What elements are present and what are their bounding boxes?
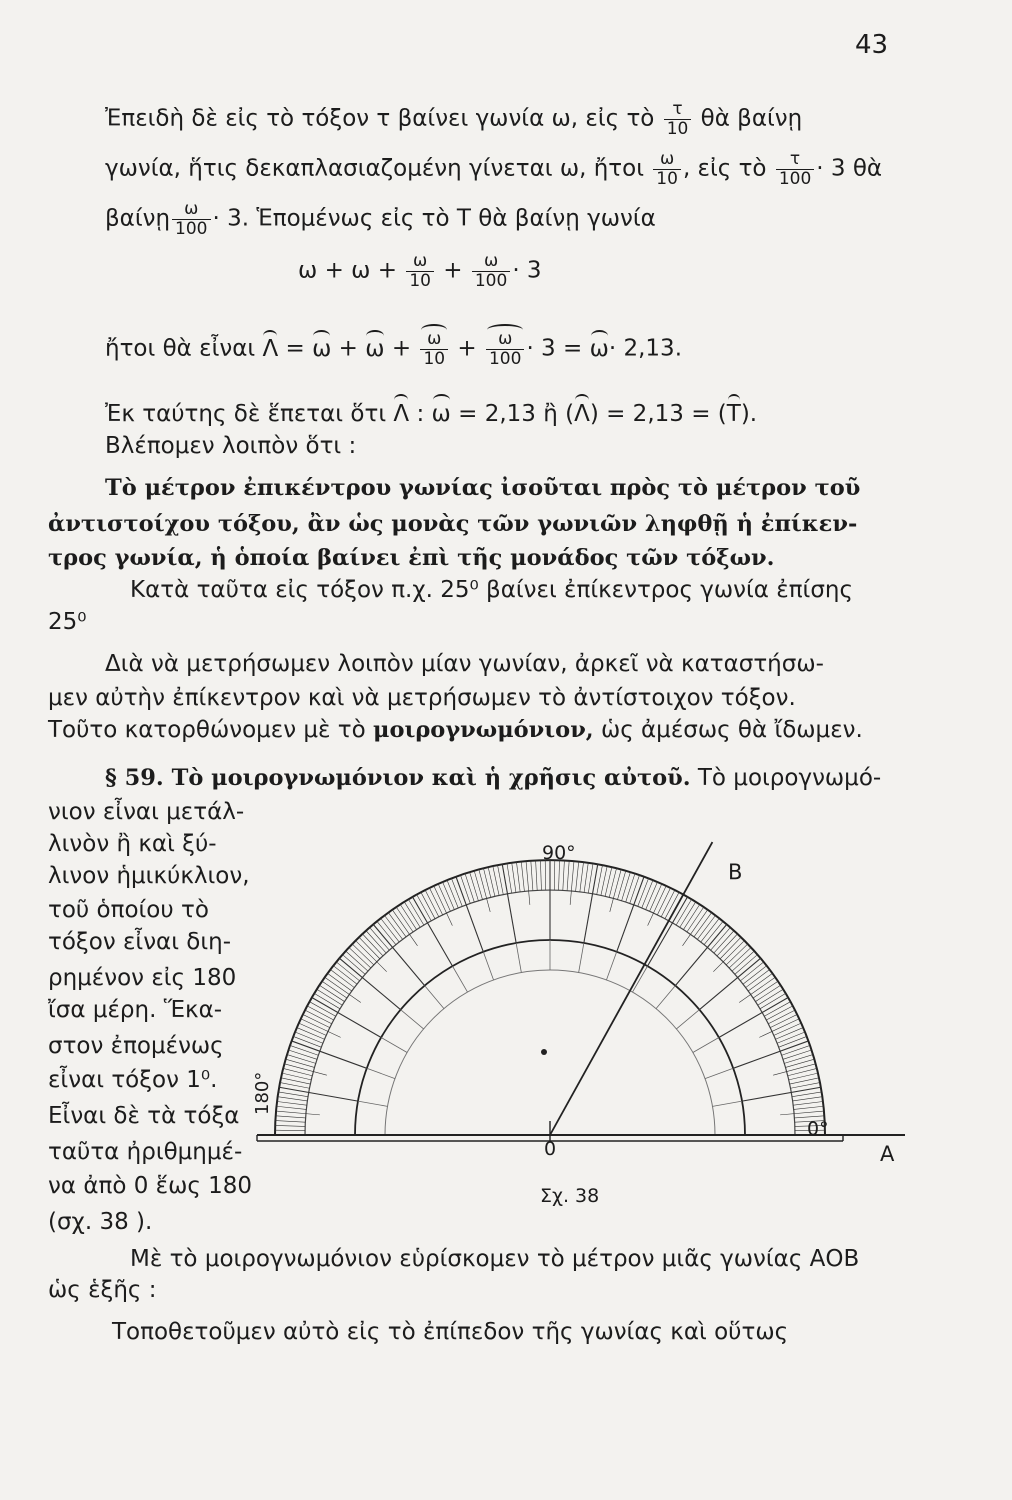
eq-part: ἤτοι θὰ εἶναι [105,335,256,362]
degree-tick [774,1023,801,1035]
inner-radial-line [693,1038,719,1053]
fraction-w-over-10 [653,150,681,188]
side-column-line: λινὸν ἢ καὶ ξύ- [48,831,217,857]
degree-tick [465,873,474,902]
text-line-1 [105,100,802,138]
degree-tick [726,944,748,965]
fraction-t-over-10 [664,100,692,138]
degree-tick [470,872,479,901]
denominator: 10 [423,348,446,369]
section-heading-line [105,764,881,793]
eq-part: · 2,13. [608,335,683,362]
angle-symbol: ω [431,401,451,427]
denominator: 100 [175,218,208,239]
text-fragment: , εἰς τὸ [682,155,767,182]
inner-radial-line [579,943,584,973]
text-fragment: Τὸ μοιρογνωμό- [697,765,882,791]
inner-radial-line [516,943,521,973]
text-fragment: Ἐπειδὴ δὲ εἰς τὸ τόξον τ βαίνει γωνία ω, εἰς τὸ [105,105,655,132]
fraction-t-over-100 [776,150,814,188]
degree-tick [290,1045,318,1055]
degree-tick [743,966,767,984]
text-line-15 [48,716,863,745]
degree-tick [554,860,555,890]
degree-tick [276,1116,306,1118]
side-column-line: νιον εἶναι μετάλ- [48,799,245,825]
degree-tick [339,958,400,1009]
degree-tick [588,863,593,893]
numerator: ω [653,150,681,170]
degree-tick [638,878,649,906]
side-column-line: τοῦ ὁποίου τὸ [48,897,209,923]
fraction-w-over-100 [472,252,510,290]
denominator: 10 [656,168,678,189]
degree-tick [330,970,354,988]
numerator: ω [420,330,448,350]
degree-tick [701,918,719,942]
degree-tick [735,955,758,975]
side-column-line: λινον ἡμικύκλιον, [48,863,250,889]
text-line-13: Διὰ νὰ μετρήσωμεν λοιπὸν μίαν γωνίαν, ἀρκεῖ νὰ καταστήσω- [105,651,824,677]
degree-tick [576,862,579,892]
angle-symbol: Λ [393,401,410,427]
degree-tick [447,880,458,908]
numerator: τ [776,150,814,170]
bold-statement-line-1: Τὸ μέτρον ἐπικέντρου γωνίας ἰσοῦται πρὸς τὸ μέτρον τοῦ [105,475,861,501]
text-line-11: Κατὰ ταῦτα εἰς τόξον π.χ. 25⁰ βαίνει ἐπίκεντρος γωνία ἐπίσης [130,577,853,603]
degree-tick [748,973,772,991]
equation-2: ἤτοι θὰ εἶναι Λ = ω + ω + $\frac{\omega}{10}$ + $\frac{\omega}{100}$ · 3 = ω· 2,13. [105,329,683,369]
degree-tick [362,934,382,956]
angle-symbol: ω [365,335,385,362]
degree-tick [792,1092,822,1097]
degree-tick [739,977,775,1002]
inner-radial-line [676,1010,699,1029]
degree-tick [275,1130,305,1131]
fraction-w-over-100 [486,330,524,368]
degree-tick [675,924,726,985]
numerator: ω [172,200,210,220]
text-line-7: Βλέπομεν λοιπὸν ὅτι : [105,433,357,459]
degree-tick [618,871,626,900]
degree-tick [278,1092,308,1097]
text-line-3 [105,200,656,238]
degree-tick [460,875,470,903]
degree-tick [286,1059,315,1067]
label-0-degrees: 0° [807,1118,829,1140]
degree-tick [650,884,662,911]
degree-tick [275,1125,305,1126]
degree-tick [779,1036,807,1047]
degree-tick [328,973,352,991]
degree-tick [325,977,361,1002]
degree-tick [536,860,538,890]
degree-tick [299,1023,326,1035]
protractor-innermost-arc [385,970,715,1135]
side-column-line: εἶναι τόξον 1⁰. [48,1067,218,1093]
degree-tick [597,865,603,894]
degree-tick [777,1032,805,1043]
degree-tick [277,1106,307,1109]
degree-tick [759,1019,799,1038]
degree-tick [275,1121,305,1123]
inner-radial-line [401,1010,424,1029]
text-line-32: Τοποθετοῦμεν αὐτὸ εἰς τὸ ἐπίπεδον τῆς γωνίας καὶ οὕτως [112,1319,789,1345]
label-180-degrees: 180° [252,1071,273,1115]
degree-tick [580,862,584,892]
degree-tick [793,1097,823,1101]
degree-tick [333,966,357,984]
degree-tick [784,1055,813,1064]
angle-symbol: Λ [574,401,590,427]
degree-tick [694,913,712,937]
degree-tick [545,860,546,890]
label-90-degrees: 90° [542,842,576,864]
degree-tick [370,927,390,950]
denominator: 10 [666,118,689,139]
degree-tick [312,998,381,1038]
degree-tick [697,915,715,939]
degree-tick [443,882,455,910]
text-fragment: γωνία, ἥτις δεκαπλασιαζομένη γίνεται ω, ἤτοι [105,155,644,182]
bold-statement-line-3: τρος γωνία, ἡ ὁποία βαίνει ἐπὶ τῆς μονάδος τῶν τόξων. [48,545,775,571]
degree-tick [498,865,504,894]
protractor-drawing [257,842,905,1141]
degree-tick [284,1064,327,1075]
degree-tick [630,875,640,903]
section-heading: § 59. Τὸ μοιρογνωμόνιον καὶ ἡ χρῆσις αὐτοῦ. [105,765,691,791]
degree-tick [780,1111,824,1115]
text-line-31: ὡς ἑξῆς : [48,1277,157,1303]
angle-symbol: ω [589,335,609,362]
eq-part: + [443,257,463,284]
degree-tick [385,915,403,939]
degree-tick [719,998,788,1038]
degree-tick [276,1111,320,1115]
degree-tick [346,951,368,971]
degree-tick [786,1059,815,1067]
side-column-line: Εἶναι δὲ τὰ τόξα [48,1103,240,1129]
degree-tick [381,918,399,942]
degree-tick [342,955,365,975]
degree-tick [479,869,490,912]
text-fragment: θὰ βαίνῃ [700,105,803,132]
degree-tick [570,861,574,905]
side-column-line: ταῦτα ἠριθμημέ- [48,1139,243,1165]
degree-tick [366,931,386,953]
numerator: ω [486,330,524,350]
degree-tick [746,970,770,988]
angle-symbol: Λ [262,335,279,362]
degree-tick [352,944,374,965]
text-fragment: · 3 θὰ [816,155,883,182]
fraction-w-over-10 [406,252,434,290]
text-fragment: ) = 2,13 = ( [589,401,727,427]
degree-tick [521,862,524,892]
degree-tick [773,1064,816,1075]
pin-dot [541,1049,547,1055]
degree-tick [474,871,482,900]
degree-tick [438,884,450,911]
degree-tick [711,927,731,950]
denominator: 100 [474,270,508,291]
degree-tick [388,913,406,937]
degree-tick [349,947,371,967]
degree-tick [717,934,737,956]
degree-tick [642,880,653,908]
inner-radial-line [367,1068,395,1078]
numerator: ω [406,252,434,272]
inner-radial-line [381,1038,407,1053]
degree-tick [732,951,754,971]
text-fragment: Τοῦτο κατορθώνομεν μὲ τὸ [48,717,366,743]
inner-radial-line [705,1068,733,1078]
degree-tick [563,860,565,890]
inner-radial-line [483,952,493,980]
denominator: 100 [778,168,812,189]
text-line-12: 25⁰ [48,609,87,635]
fraction-w-over-10 [420,330,448,368]
degree-tick [278,1097,308,1101]
degree-tick [451,878,462,906]
equation-1 [298,252,542,290]
degree-tick [413,897,453,966]
numerator: ω [472,252,510,272]
side-column-line: στον ἐπομένως [48,1033,224,1059]
text-fragment: Ἐκ ταύτης δὲ ἕπεται ὅτι [105,401,387,427]
degree-tick [526,861,530,905]
bold-statement-line-2: ἀντιστοίχου τόξου, ἂν ὡς μονὰς τῶν γωνιῶν ληφθῇ ἡ ἐπίκεν- [48,511,858,537]
eq-part: ω + ω + [298,257,397,284]
denominator: 100 [488,348,522,369]
text-fragment: βαίνῃ [105,205,171,232]
numerator: τ [664,100,692,120]
inner-radial-line [453,966,468,992]
label-point-b: Β [728,860,743,884]
text-line-6: Ἐκ ταύτης δὲ ἕπεται ὅτι Λ : ω = 2,13 ἢ (Λ) = 2,13 = (Τ). [105,401,758,427]
text-line-30: Μὲ τὸ μοιρογνωμόνιον εὑρίσκομεν τὸ μέτρον μιᾶς γωνίας ΑΟΒ [130,1246,860,1272]
text-fragment: ὡς ἀμέσως θὰ ἴδωμεν. [600,717,863,743]
inner-radial-line [712,1101,742,1106]
degree-tick [516,862,520,892]
degree-tick [790,1083,819,1089]
degree-tick [783,1050,812,1059]
degree-tick [559,860,560,890]
degree-tick [512,863,516,893]
degree-tick [622,872,631,901]
degree-tick [682,910,707,946]
degree-tick [280,1083,309,1089]
text-fragment: · 3. Ἑπομένως εἰς τὸ Τ θὰ βαίνῃ γωνία [212,205,656,232]
degree-tick [297,1028,325,1040]
degree-tick [648,886,667,926]
angle-symbol: ω [312,335,332,362]
degree-tick [729,947,751,967]
degree-tick [646,882,658,910]
degree-tick [793,1101,823,1105]
degree-tick [373,924,424,985]
text-fragment: = 2,13 ἢ ( [458,401,575,427]
degree-tick [782,1045,810,1055]
angle-symbol: Τ [726,401,741,427]
side-column-line: τόξον εἶναι διη- [48,929,232,955]
degree-tick [626,873,635,902]
denominator: 10 [409,270,431,291]
degree-tick [392,910,417,946]
degree-tick [584,863,588,893]
eq-part: · 3 = [526,335,583,362]
bold-term: μοιρογνωμόνιον, [372,717,594,743]
degree-tick [531,861,533,891]
degree-tick [434,886,453,926]
degree-tick [567,861,569,891]
degree-tick [293,1036,321,1047]
inner-radial-line [425,986,444,1009]
fraction-w-over-100 [172,200,210,238]
degree-tick [277,1101,307,1105]
degree-tick [720,937,741,959]
degree-tick [610,869,621,912]
inner-radial-line [633,966,648,992]
degree-tick [301,1019,341,1038]
degree-tick [287,1055,316,1064]
side-column-line: (σχ. 38 ). [48,1209,153,1235]
degree-tick [507,863,512,893]
degree-tick [699,958,760,1009]
degree-tick [288,1050,317,1059]
eq-part: · 3 [512,257,542,284]
figure-caption: Σχ. 38 [540,1185,600,1207]
inner-radial-line [656,986,675,1009]
inner-radial-line [358,1101,388,1106]
degree-tick [540,860,541,890]
text-line-2 [105,150,882,188]
page-number: 43 [855,30,889,60]
side-column-line: ρημένον εἰς 180 [48,965,237,991]
text-line-14: μεν αὐτὴν ἐπίκεντρον καὶ νὰ μετρήσωμεν τὸ ἀντίστοιχον τόξον. [48,685,796,711]
degree-tick [359,937,380,959]
inner-radial-line [606,952,616,980]
degree-tick [794,1106,824,1109]
side-column-line: ἴσα μέρη. Ἕκα- [48,997,223,1023]
degree-tick [776,1028,804,1040]
degree-tick [295,1032,323,1043]
degree-tick [648,897,688,966]
text-fragment: ). [740,401,758,427]
label-point-o: 0 [544,1138,557,1160]
degree-tick [714,931,734,953]
label-point-a: Α [880,1142,895,1166]
side-column-line: να ἀπὸ 0 ἕως 180 [48,1173,253,1199]
